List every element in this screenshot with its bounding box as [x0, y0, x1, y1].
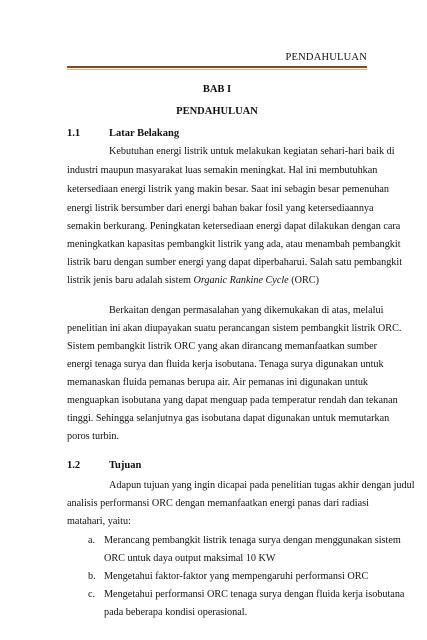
list-line: Mengetahui performansi ORC tenaga surya dengan fluida kerja isobutana	[104, 589, 405, 600]
paragraph-line: poros turbin.	[67, 431, 120, 442]
section-number: 1.1	[67, 128, 81, 139]
list-line: pada beberapa kondisi operasional.	[104, 607, 248, 618]
paragraph-line: industri maupun masyarakat luas semakin meningkat. Hal ini membutuhkan	[67, 165, 378, 176]
list-line: Merancang pembangkit listrik tenaga surya dengan menggunakan sistem	[104, 535, 401, 546]
italic-term: Organic Rankine Cycle	[193, 275, 289, 286]
paragraph-line	[67, 274, 367, 287]
paragraph-line: meningkatkan kapasitas pembangkit listrik yang ada, atau menambah pembangkit	[67, 239, 401, 250]
paragraph-line: analisis performansi ORC dengan memanfaatkan energi panas dari radiasi	[67, 498, 369, 509]
list-label: b.	[88, 571, 96, 582]
section-title: Latar Belakang	[109, 128, 180, 139]
section-number: 1.2	[67, 460, 81, 471]
paragraph-line: Sistem pembangkit listrik ORC yang akan dirancang memanfaatkan sumber	[67, 341, 378, 352]
paragraph-line: Adapun tujuan yang ingin dicapai pada penelitian tugas akhir dengan judul	[109, 480, 415, 491]
list-label: a.	[88, 535, 96, 546]
paragraph-line: semakin berkurang. Peningkatan ketersediaan energi dapat dilakukan dengan cara	[67, 221, 401, 232]
paragraph-line: energi tenaga surya dan fluida kerja isobutana. Tenaga surya digunakan untuk	[67, 359, 384, 370]
text-run: (ORC)	[288, 275, 319, 286]
chapter-label: BAB I	[202, 84, 232, 95]
paragraph-line: listrik baru dengan sumber energi yang dapat diperbaharui. Salah satu pembangkit	[67, 257, 403, 268]
paragraph-line: penelitian ini akan diupayakan suatu perancangan sistem pembangkit listrik ORC.	[67, 323, 402, 334]
paragraph-line: energi listrik bersumber dari energi bahan bakar fosil yang ketersediaannya	[67, 203, 374, 214]
header-rule-light	[67, 69, 367, 70]
list-label: c.	[88, 589, 96, 600]
list-line: Mengetahui faktor-faktor yang mempengaruhi performansi ORC	[104, 571, 369, 582]
section-heading-latar-belakang	[67, 128, 179, 139]
paragraph-line: memanaskan fluida pemanas berupa air. Air pemanas ini digunakan untuk	[67, 377, 369, 388]
paragraph-line: ketersediaan energi listrik yang makin besar. Saat ini sebagin besar pemenuhan	[67, 184, 390, 195]
chapter-title: PENDAHULUAN	[176, 106, 258, 117]
list-line: ORC untuk daya output maksimal 10 KW	[104, 553, 276, 564]
paragraph-line: menguapkan isobutana yang dapat menguap pada temperatur rendah dan tekanan	[67, 395, 398, 406]
paragraph-line: Kebutuhan energi listrik untuk melakukan kegiatan sehari-hari baik di	[109, 146, 395, 157]
text-run: listrik jenis baru adalah sistem	[67, 275, 194, 286]
paragraph-line: Berkaitan dengan permasalahan yang dikemukakan di atas, melalui	[109, 305, 384, 316]
running-header-title: PENDAHULUAN	[285, 52, 367, 63]
section-title: Tujuan	[109, 460, 142, 471]
paragraph-line: tinggi. Sehingga selanjutnya gas isobutana dapat digunakan untuk memutarkan	[67, 413, 390, 424]
paragraph-line: matahari, yaitu:	[67, 516, 131, 527]
section-heading-tujuan	[67, 460, 141, 471]
header-rule-dark	[67, 66, 367, 68]
